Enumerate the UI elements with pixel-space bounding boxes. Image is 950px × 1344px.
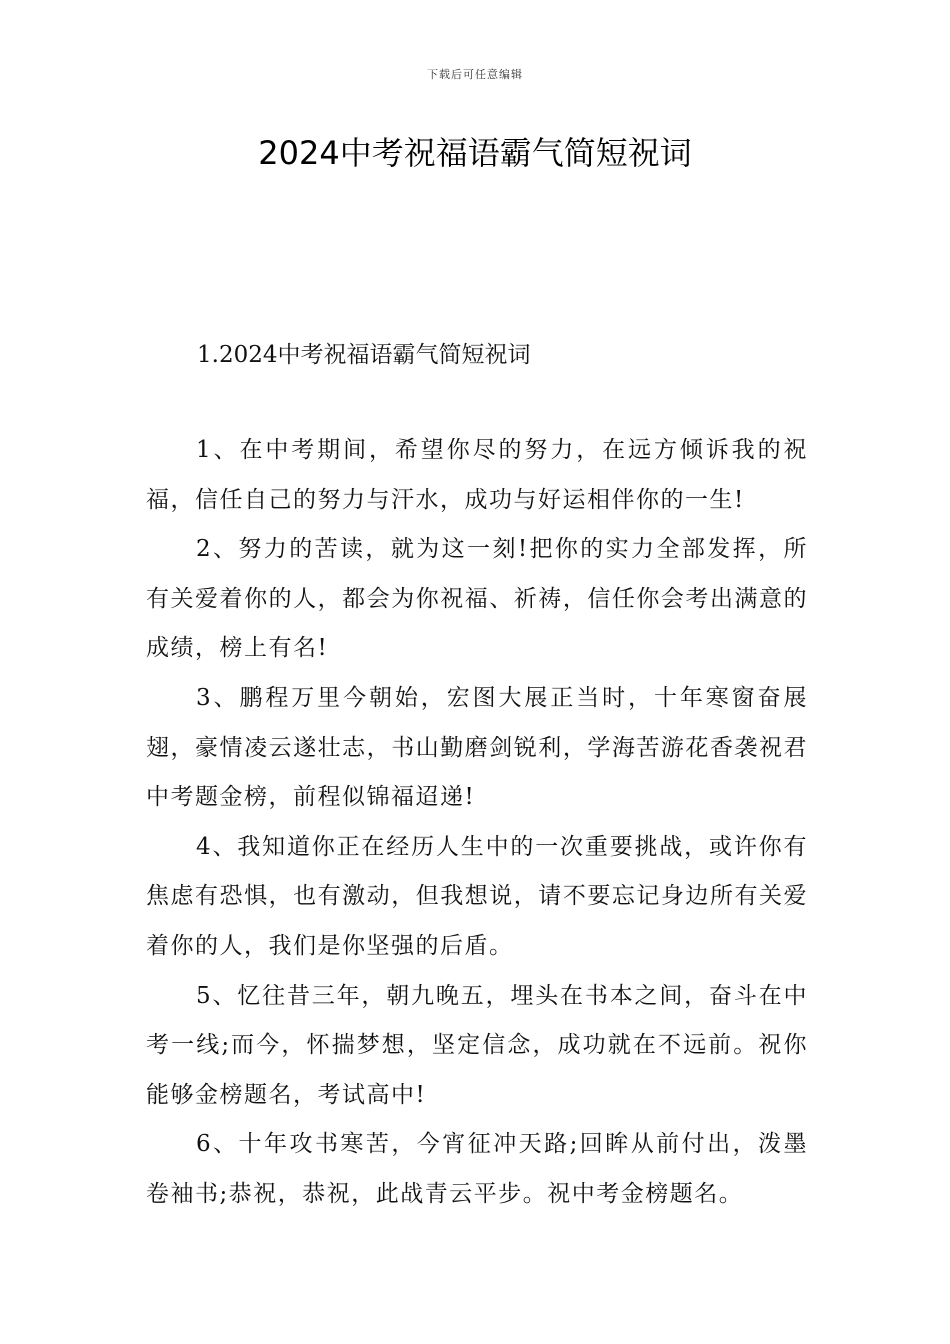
paragraph-1: 1、在中考期间，希望你尽的努力，在远方倾诉我的祝福，信任自己的努力与汗水，成功与好运相伴你的一生! bbox=[146, 437, 808, 513]
paragraph-5: 5、忆往昔三年，朝九晚五，埋头在书本之间，奋斗在中考一线;而今，怀揣梦想，坚定信念，成功就在不远前。祝你能够金榜题名，考试高中! bbox=[146, 982, 808, 1108]
header-note: 下载后可任意编辑 bbox=[427, 68, 523, 81]
document-title: 2024中考祝福语霸气简短祝词 bbox=[258, 134, 692, 172]
body-text bbox=[146, 426, 808, 1220]
paragraph-3: 3、鹏程万里今朝始，宏图大展正当时，十年寒窗奋展翅，豪情凌云遂壮志，书山勤磨剑锐利，学海苦游花香袭祝君中考题金榜，前程似锦福迢递! bbox=[146, 684, 808, 811]
section-heading: 1.2024中考祝福语霸气简短祝词 bbox=[197, 342, 531, 368]
paragraph-6: 6、十年攻书寒苦，今宵征冲天路;回眸从前付出，泼墨卷袖书;恭祝，恭祝，此战青云平步。祝中考金榜题名。 bbox=[146, 1131, 808, 1207]
paragraph-4: 4、我知道你正在经历人生中的一次重要挑战，或许你有焦虑有恐惧，也有激动，但我想说，请不要忘记身边所有关爱着你的人，我们是你坚强的后盾。 bbox=[146, 833, 808, 959]
paragraph-2: 2、努力的苦读，就为这一刻!把你的实力全部发挥，所有关爱着你的人，都会为你祝福、祈祷，信任你会考出满意的成绩，榜上有名! bbox=[146, 536, 808, 662]
